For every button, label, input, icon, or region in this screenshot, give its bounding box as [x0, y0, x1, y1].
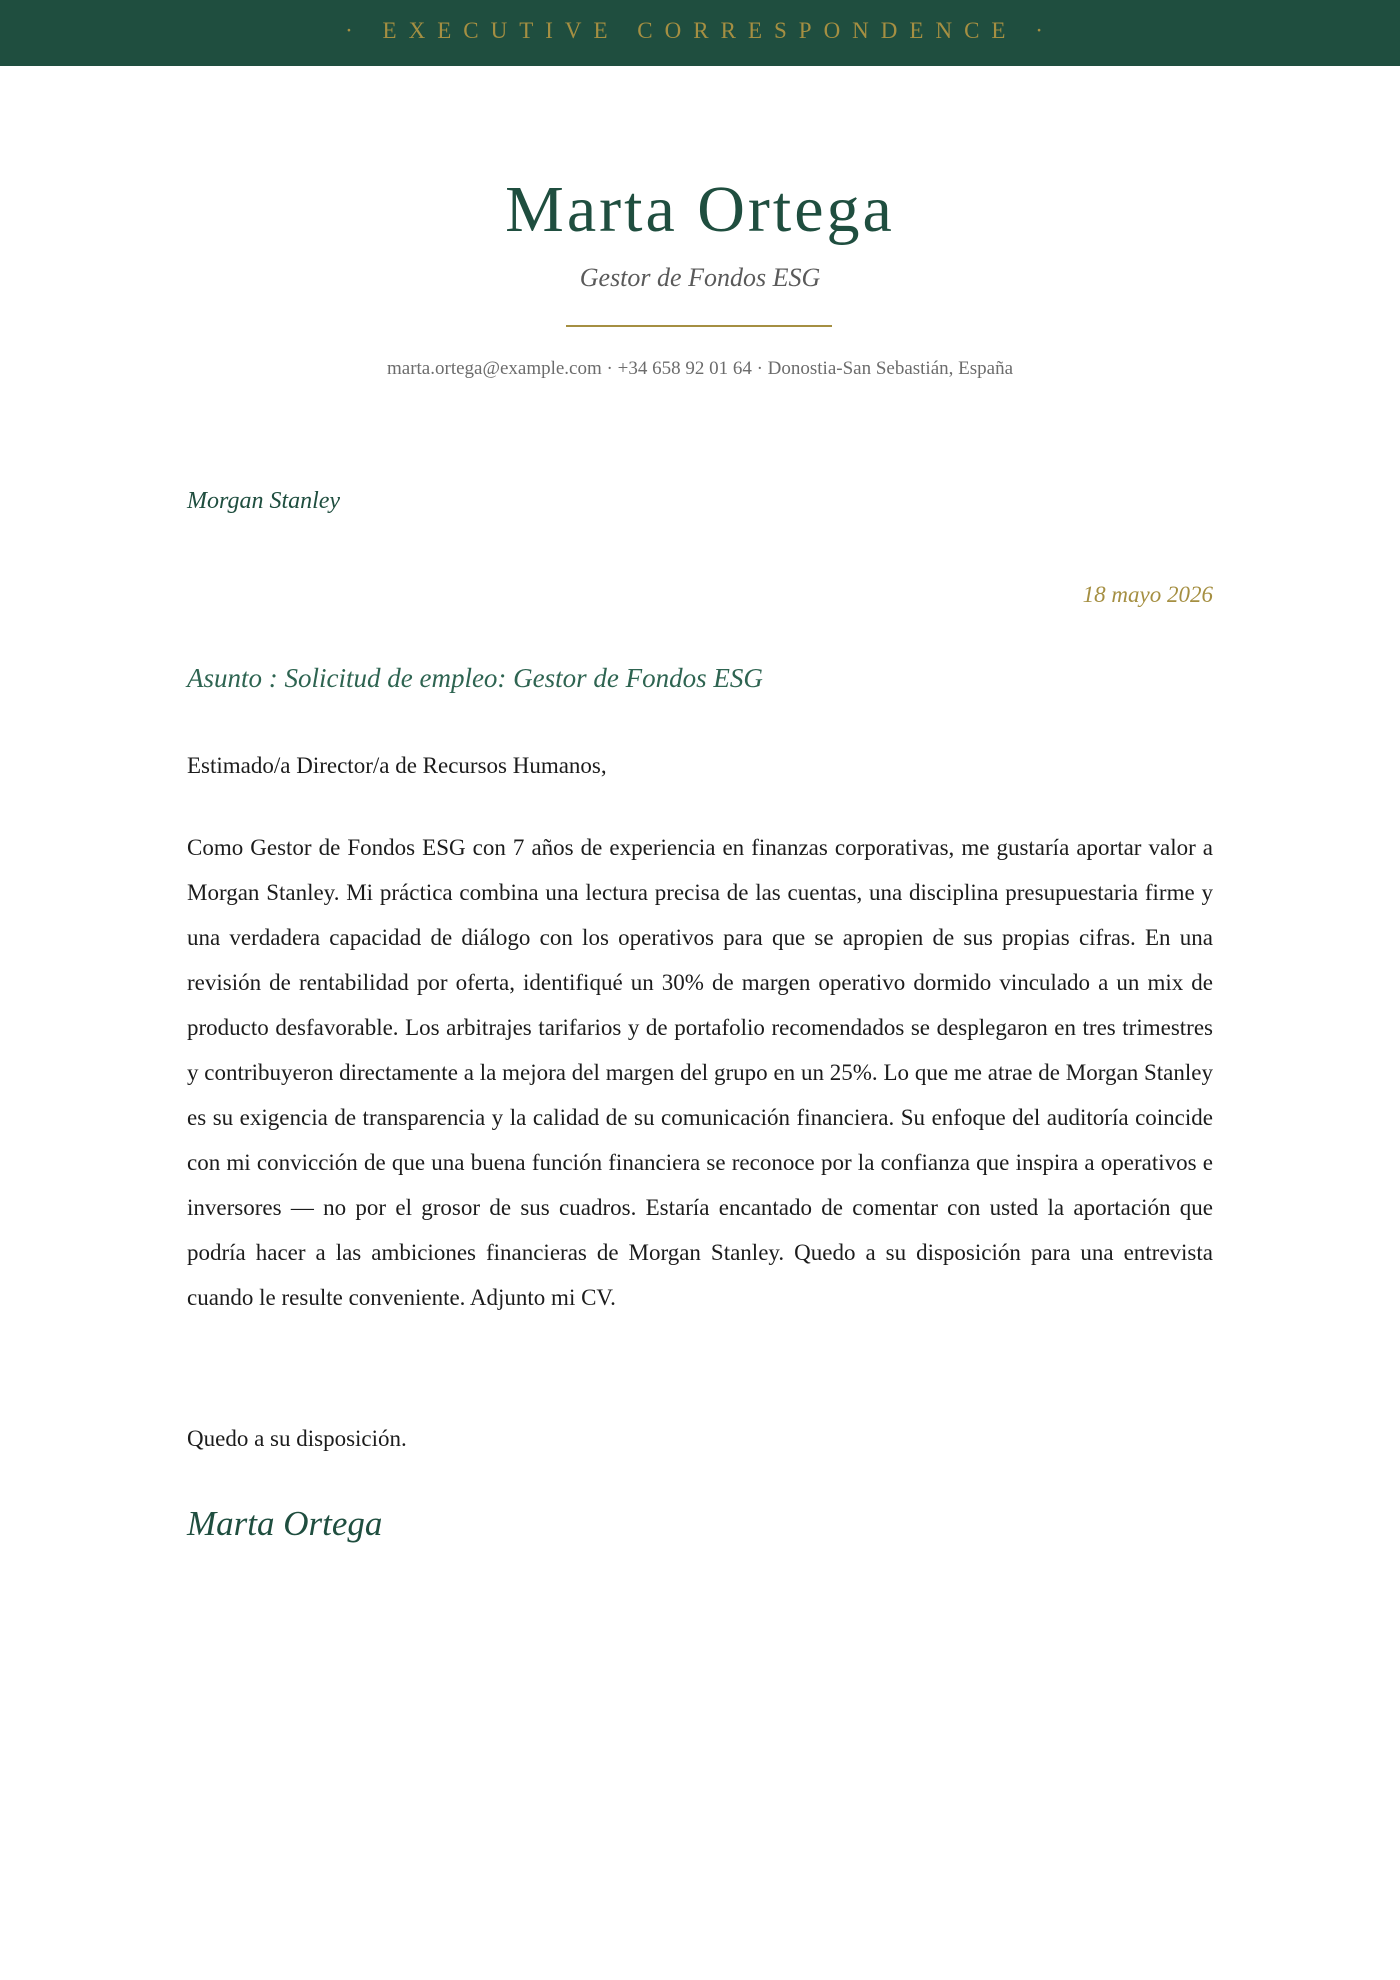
header-band	[0, 0, 1400, 66]
recipient-company: Morgan Stanley	[187, 488, 341, 514]
letter-subject: Asunto : Solicitud de empleo: Gestor de Fondos ESG	[187, 663, 763, 693]
letter-body: Como Gestor de Fondos ESG con 7 años de experiencia en finanzas corporativas, me gustaría aportar valor a Morgan Stanley. Mi práctica combina una lectura precisa de las cuentas, una disciplina presupuestaria firme y una verdadera capacidad de diálogo con los operativos para que se apropien de sus propias cifras. En una revisión de rentabilidad por oferta, identifiqué un 30% de margen operativo dormido vinculado a un mix de producto desfavorable. Los arbitrajes tarifarios y de portafolio recomendados se desplegaron en tres trimestres y contribuyeron directamente a la mejora del margen del grupo en un 25%. Lo que me atrae de Morgan Stanley es su exigencia de transparencia y la calidad de su comunicación financiera. Su enfoque del auditoría coincide con mi convicción de que una buena función financiera se reconoce por la confianza que inspira a operativos e inversores — no por el grosor de sus cuadros. Estaría encantado de comentar con usted la aportación que podría hacer a las ambiciones financieras de Morgan Stanley. Quedo a su disposición para una entrevista cuando le resulte conveniente. Adjunto mi CV.	[187, 835, 1213, 1310]
sender-title: Gestor de Fondos ESG	[579, 263, 821, 292]
contact-line: marta.ortega@example.com · +34 658 92 01 64 · Donostia-San Sebastián, España	[386, 358, 1014, 379]
closing-line: Quedo a su disposición.	[187, 1426, 407, 1451]
divider	[566, 325, 832, 327]
salutation: Estimado/a Director/a de Recursos Humanos,	[187, 753, 607, 778]
sender-name: Marta Ortega	[505, 173, 895, 246]
header-band-label: · EXECUTIVE CORRESPONDENCE ·	[345, 18, 1055, 43]
letter-date: 18 mayo 2026	[1082, 582, 1213, 607]
signature: Marta Ortega	[187, 1504, 383, 1543]
